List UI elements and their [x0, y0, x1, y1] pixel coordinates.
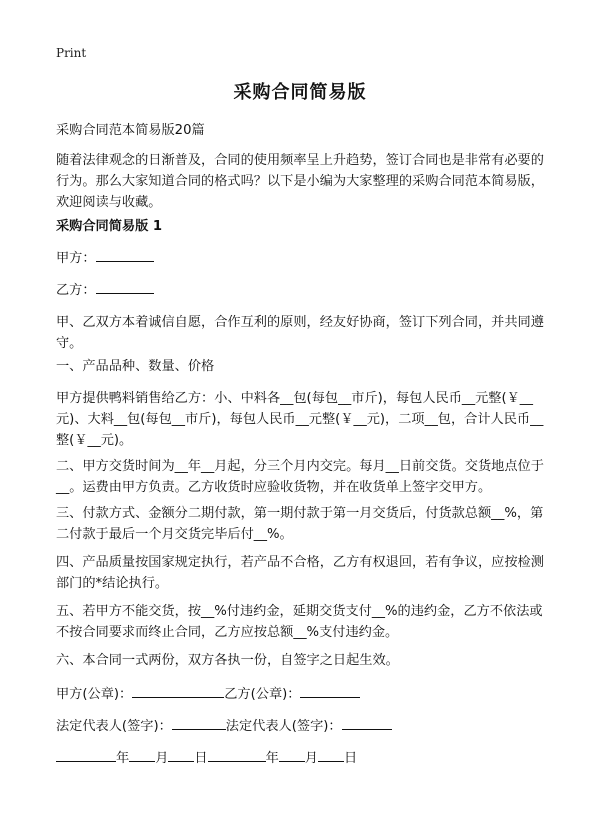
- party-b-blank: [96, 280, 154, 294]
- party-a-seal-label: 甲方(公章)：: [56, 687, 133, 702]
- party-b-line: [56, 280, 550, 301]
- party-a-label: 甲方：: [56, 251, 96, 266]
- date-a-year-blank: [56, 748, 116, 762]
- party-a-blank: [96, 248, 154, 262]
- party-a-line: [56, 248, 550, 269]
- date-a-month-blank: [129, 748, 155, 762]
- date-b-day-blank: [318, 748, 344, 762]
- clause-1-title: 一、产品品种、数量、价格: [56, 359, 215, 374]
- seal-line: [56, 684, 550, 705]
- date-b-year: 年: [265, 751, 279, 766]
- party-a-seal-blank: [132, 684, 224, 698]
- party-b-label: 乙方：: [56, 283, 96, 298]
- print-link[interactable]: Print: [56, 46, 87, 60]
- clause-1-body: 甲方提供鸭料销售给乙方：小、中料各__包(每包__市斤)，每包人民币__元整(￥__元)、大料__包(每包__市斤)，每包人民币__元整(￥__元)，二项__包，合计人民币__整(￥__元)。: [56, 391, 544, 448]
- clause-2: 二、甲方交货时间为__年__月起，分三个月内交完。每月__日前交货。交货地点位于__。运费由甲方负责。乙方收货时应验收货物，并在收货单上签字交甲方。: [56, 459, 544, 495]
- subtitle: 采购合同范本简易版20篇: [56, 123, 205, 138]
- clause-5: 五、若甲方不能交货，按__%付违约金，延期交货支付__%的违约金，乙方不依法或不按合同要求而终止合同，乙方应按总额__%支付违约金。: [56, 604, 543, 640]
- date-b-year-blank: [208, 748, 266, 762]
- date-a-month: 月: [155, 751, 169, 766]
- document-title: 采购合同简易版: [233, 82, 367, 103]
- rep-a-label: 法定代表人(签字)：: [56, 719, 172, 734]
- party-b-seal-label: 乙方(公章)：: [224, 687, 301, 702]
- rep-b-blank: [342, 716, 392, 730]
- clause-4: 四、产品质量按国家规定执行，若产品不合格，乙方有权退回，若有争议，应按检测部门的*结论执行。: [56, 555, 544, 591]
- date-b-month-blank: [279, 748, 305, 762]
- date-a-day-blank: [168, 748, 194, 762]
- intro-paragraph: 随着法律观念的日渐普及，合同的使用频率呈上升趋势，签订合同也是非常有必要的行为。那么大家知道合同的格式吗？以下是小编为大家整理的采购合同范本简易版，欢迎阅读与收藏。: [56, 153, 544, 210]
- date-line: [56, 748, 550, 769]
- clause-3: 三、付款方式、金额分二期付款，第一期付款于第一月交货后，付货款总额__%，第二付款于最后一个月交货完毕后付__%。: [56, 506, 544, 542]
- date-a-day: 日: [194, 751, 208, 766]
- date-b-month: 月: [304, 751, 318, 766]
- rep-a-blank: [172, 716, 226, 730]
- preamble-paragraph: 甲、乙双方本着诚信自愿，合作互利的原则，经友好协商，签订下列合同，并共同遵守。: [56, 315, 544, 351]
- date-b-day: 日: [343, 751, 358, 766]
- clause-6: 六、本合同一式两份，双方各执一份，自签字之日起生效。: [56, 653, 399, 668]
- party-b-seal-blank: [300, 684, 360, 698]
- section-heading: 采购合同简易版 1: [56, 219, 163, 234]
- rep-b-label: 法定代表人(签字)：: [225, 719, 342, 734]
- representative-line: [56, 716, 550, 737]
- date-a-year: 年: [116, 751, 130, 766]
